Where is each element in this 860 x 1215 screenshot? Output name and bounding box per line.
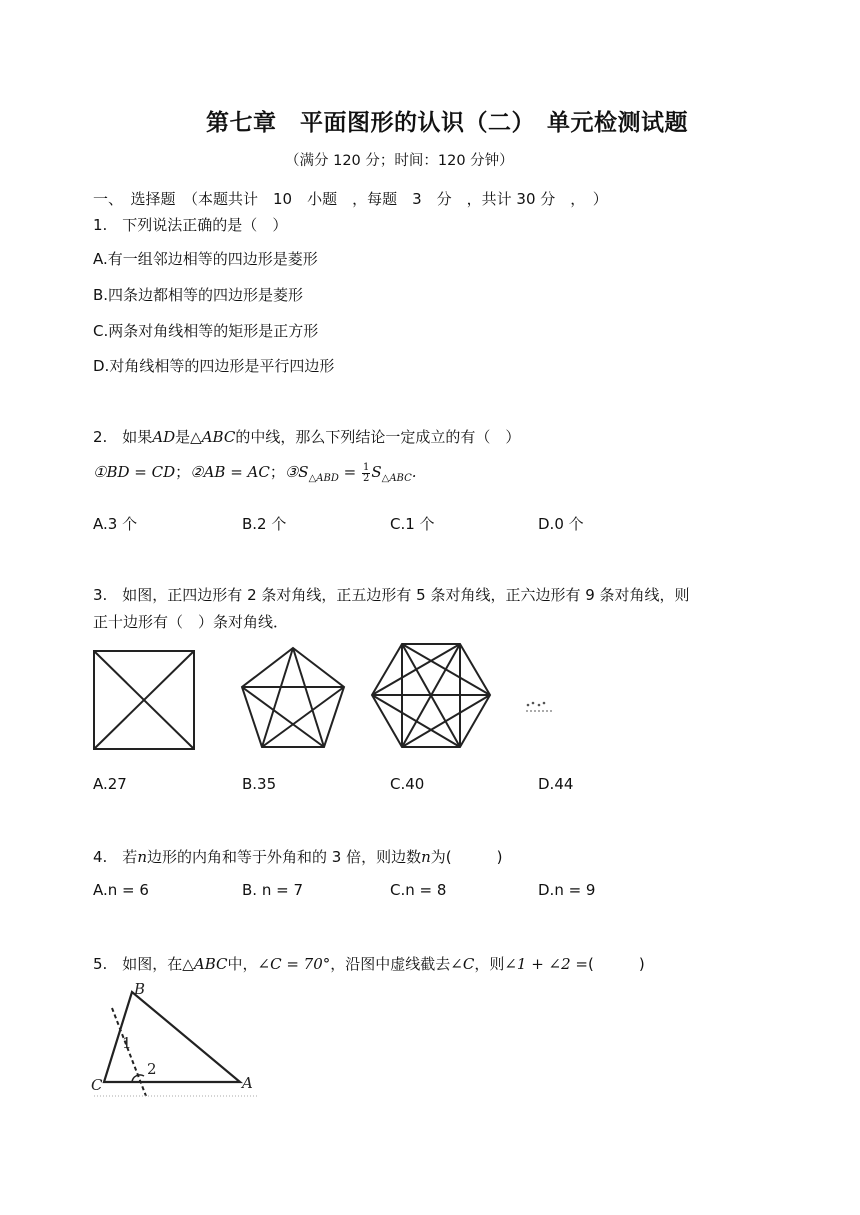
question-2-option-c: C.1 个 bbox=[390, 515, 435, 533]
angle-label-1: 1 bbox=[122, 1034, 132, 1052]
question-1-option-c: C.两条对角线相等的矩形是正方形 bbox=[93, 322, 319, 340]
question-1-option-d: D.对角线相等的四边形是平行四边形 bbox=[93, 357, 335, 375]
pentagon-figure bbox=[236, 643, 352, 753]
question-1-stem: 1. 下列说法正确的是（ ） bbox=[93, 216, 288, 234]
exam-info: （满分 120 分；时间：120 分钟） bbox=[285, 153, 514, 169]
angle-label-2: 2 bbox=[147, 1060, 157, 1078]
question-4-option-a: A.n = 6 bbox=[93, 881, 149, 899]
question-2-statements: ①BD = CD；②AB = AC；$③S_{\triangle ABD}$ = $\frac{1}{2}$ $S_{\triangle ABC}$. bbox=[93, 461, 417, 484]
question-2-option-b: B.2 个 bbox=[242, 515, 287, 533]
question-2-option-a: A.3 个 bbox=[93, 515, 138, 533]
question-2-option-d: D.0 个 bbox=[538, 515, 584, 533]
question-5-stem: 5. 如图，在△ABC中，∠C = 70°，沿图中虚线截去∠C，则∠1 + ∠2 =( ) bbox=[93, 955, 645, 973]
square-figure bbox=[90, 646, 200, 756]
question-4-stem: 4. 若n边形的内角和等于外角和的 3 倍，则边数n为( ) bbox=[93, 848, 503, 866]
question-4-option-b: B. n = 7 bbox=[242, 881, 303, 899]
section-header: 一、 选择题 （本题共计 10 小题 ，每题 3 分 ，共计 30 分 ， ） bbox=[93, 190, 608, 208]
vertex-label-c: C bbox=[91, 1076, 103, 1094]
question-3-option-a: A.27 bbox=[93, 775, 127, 793]
vertex-label-a: A bbox=[242, 1074, 253, 1092]
question-1-option-b: B.四条边都相等的四边形是菱形 bbox=[93, 286, 304, 304]
question-1-option-a: A.有一组邻边相等的四边形是菱形 bbox=[93, 250, 318, 268]
statement-3: $③S_{\triangle ABD}$ = $\frac{1}{2}$ $S_{\triangle ABC}$. bbox=[284, 461, 417, 484]
question-3-stem-line-1: 3. 如图，正四边形有 2 条对角线，正五边形有 5 条对角线，正六边形有 9 条对角线，则 bbox=[93, 586, 690, 604]
triangle-figure bbox=[88, 978, 263, 1100]
page-title: 第七章 平面图形的认识（二） 单元检测试题 bbox=[206, 110, 688, 136]
question-3-stem-line-2: 正十边形有（ ）条对角线． bbox=[93, 613, 289, 631]
question-2-stem: 2. 如果AD是△ABC的中线，那么下列结论一定成立的有（ ） bbox=[93, 428, 521, 446]
vertex-label-b: B bbox=[134, 980, 146, 998]
question-3-option-d: D.44 bbox=[538, 775, 574, 793]
question-3-option-c: C.40 bbox=[390, 775, 425, 793]
statement-1: ①BD = CD bbox=[93, 463, 176, 481]
fraction-one-half: $\frac{1}{2}$ bbox=[362, 461, 370, 484]
question-4-option-d: D.n = 9 bbox=[538, 881, 596, 899]
ellipsis-mark bbox=[522, 700, 558, 716]
question-4-option-c: C.n = 8 bbox=[390, 881, 447, 899]
hexagon-figure bbox=[366, 638, 496, 754]
question-3-option-b: B.35 bbox=[242, 775, 277, 793]
statement-2: ②AB = AC bbox=[190, 463, 270, 481]
